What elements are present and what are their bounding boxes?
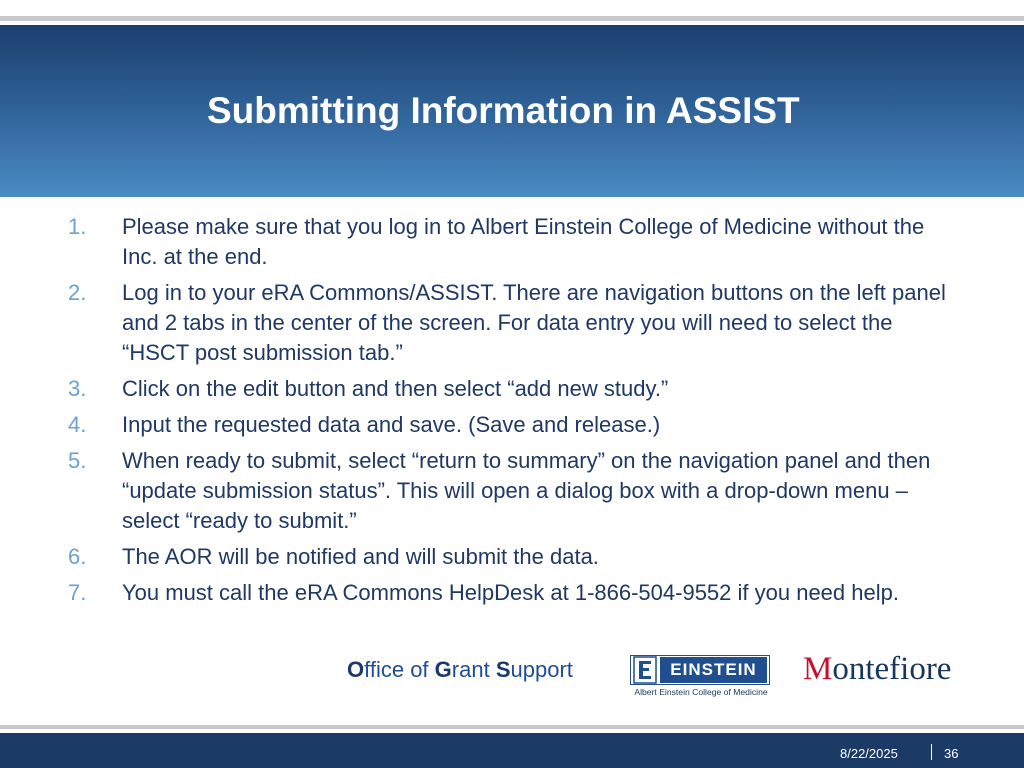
bottom-divider [0,725,1024,729]
step-text: You must call the eRA Commons HelpDesk at 1-866-504-9552 if you need help. [122,580,899,605]
office-of-grant-support-label [347,657,573,683]
top-divider [0,16,1024,21]
ogs-initial-g: G [434,657,452,682]
list-item [68,542,948,572]
montefiore-logo [803,651,951,688]
list-item [68,374,948,404]
slide-title: Submitting Information in ASSIST [207,90,800,131]
step-text: When ready to submit, select “return to summary” on the navigation panel and then “update submission status”. This will open a dialog box with a drop-down menu – select “ready to submit.” [122,448,931,533]
einstein-subtitle: Albert Einstein College of Medicine [634,687,768,697]
slide-number: 36 [944,746,959,761]
list-item [68,578,948,608]
step-text: Click on the edit button and then select “add new study.” [122,376,669,401]
list-item [68,278,948,368]
step-number: 2. [68,280,87,305]
list-item [68,212,948,272]
steps-list [68,212,948,614]
step-number: 6. [68,544,87,569]
montefiore-initial: M [803,651,833,687]
montefiore-wordmark: ontefiore [832,651,952,687]
ogs-part-1: ffice of [364,657,435,682]
step-number: 4. [68,412,87,437]
step-text: Please make sure that you log in to Albert Einstein College of Medicine without the Inc. at the end. [122,214,925,269]
step-number: 5. [68,448,87,473]
list-item [68,446,948,536]
ogs-part-3: upport [510,657,573,682]
step-number: 3. [68,376,87,401]
step-text: Input the requested data and save. (Save and release.) [122,412,661,437]
ogs-initial-o: O [347,657,365,682]
step-number: 7. [68,580,87,605]
footer-separator [931,744,932,760]
step-number: 1. [68,214,87,239]
einstein-logo [630,655,772,701]
ogs-part-2: rant [451,657,496,682]
step-text: The AOR will be notified and will submit the data. [122,544,599,569]
slide-date: 8/22/2025 [840,746,898,761]
step-text: Log in to your eRA Commons/ASSIST. There are navigation buttons on the left panel and 2 tabs in the center of the screen. For data entry you will need to select the “HSCT post submission tab.” [122,280,946,365]
list-item [68,410,948,440]
einstein-wordmark: EINSTEIN [660,657,767,683]
einstein-emblem-icon [633,656,657,684]
ogs-initial-s: S [495,657,511,682]
einstein-wordmark-box [630,655,770,685]
